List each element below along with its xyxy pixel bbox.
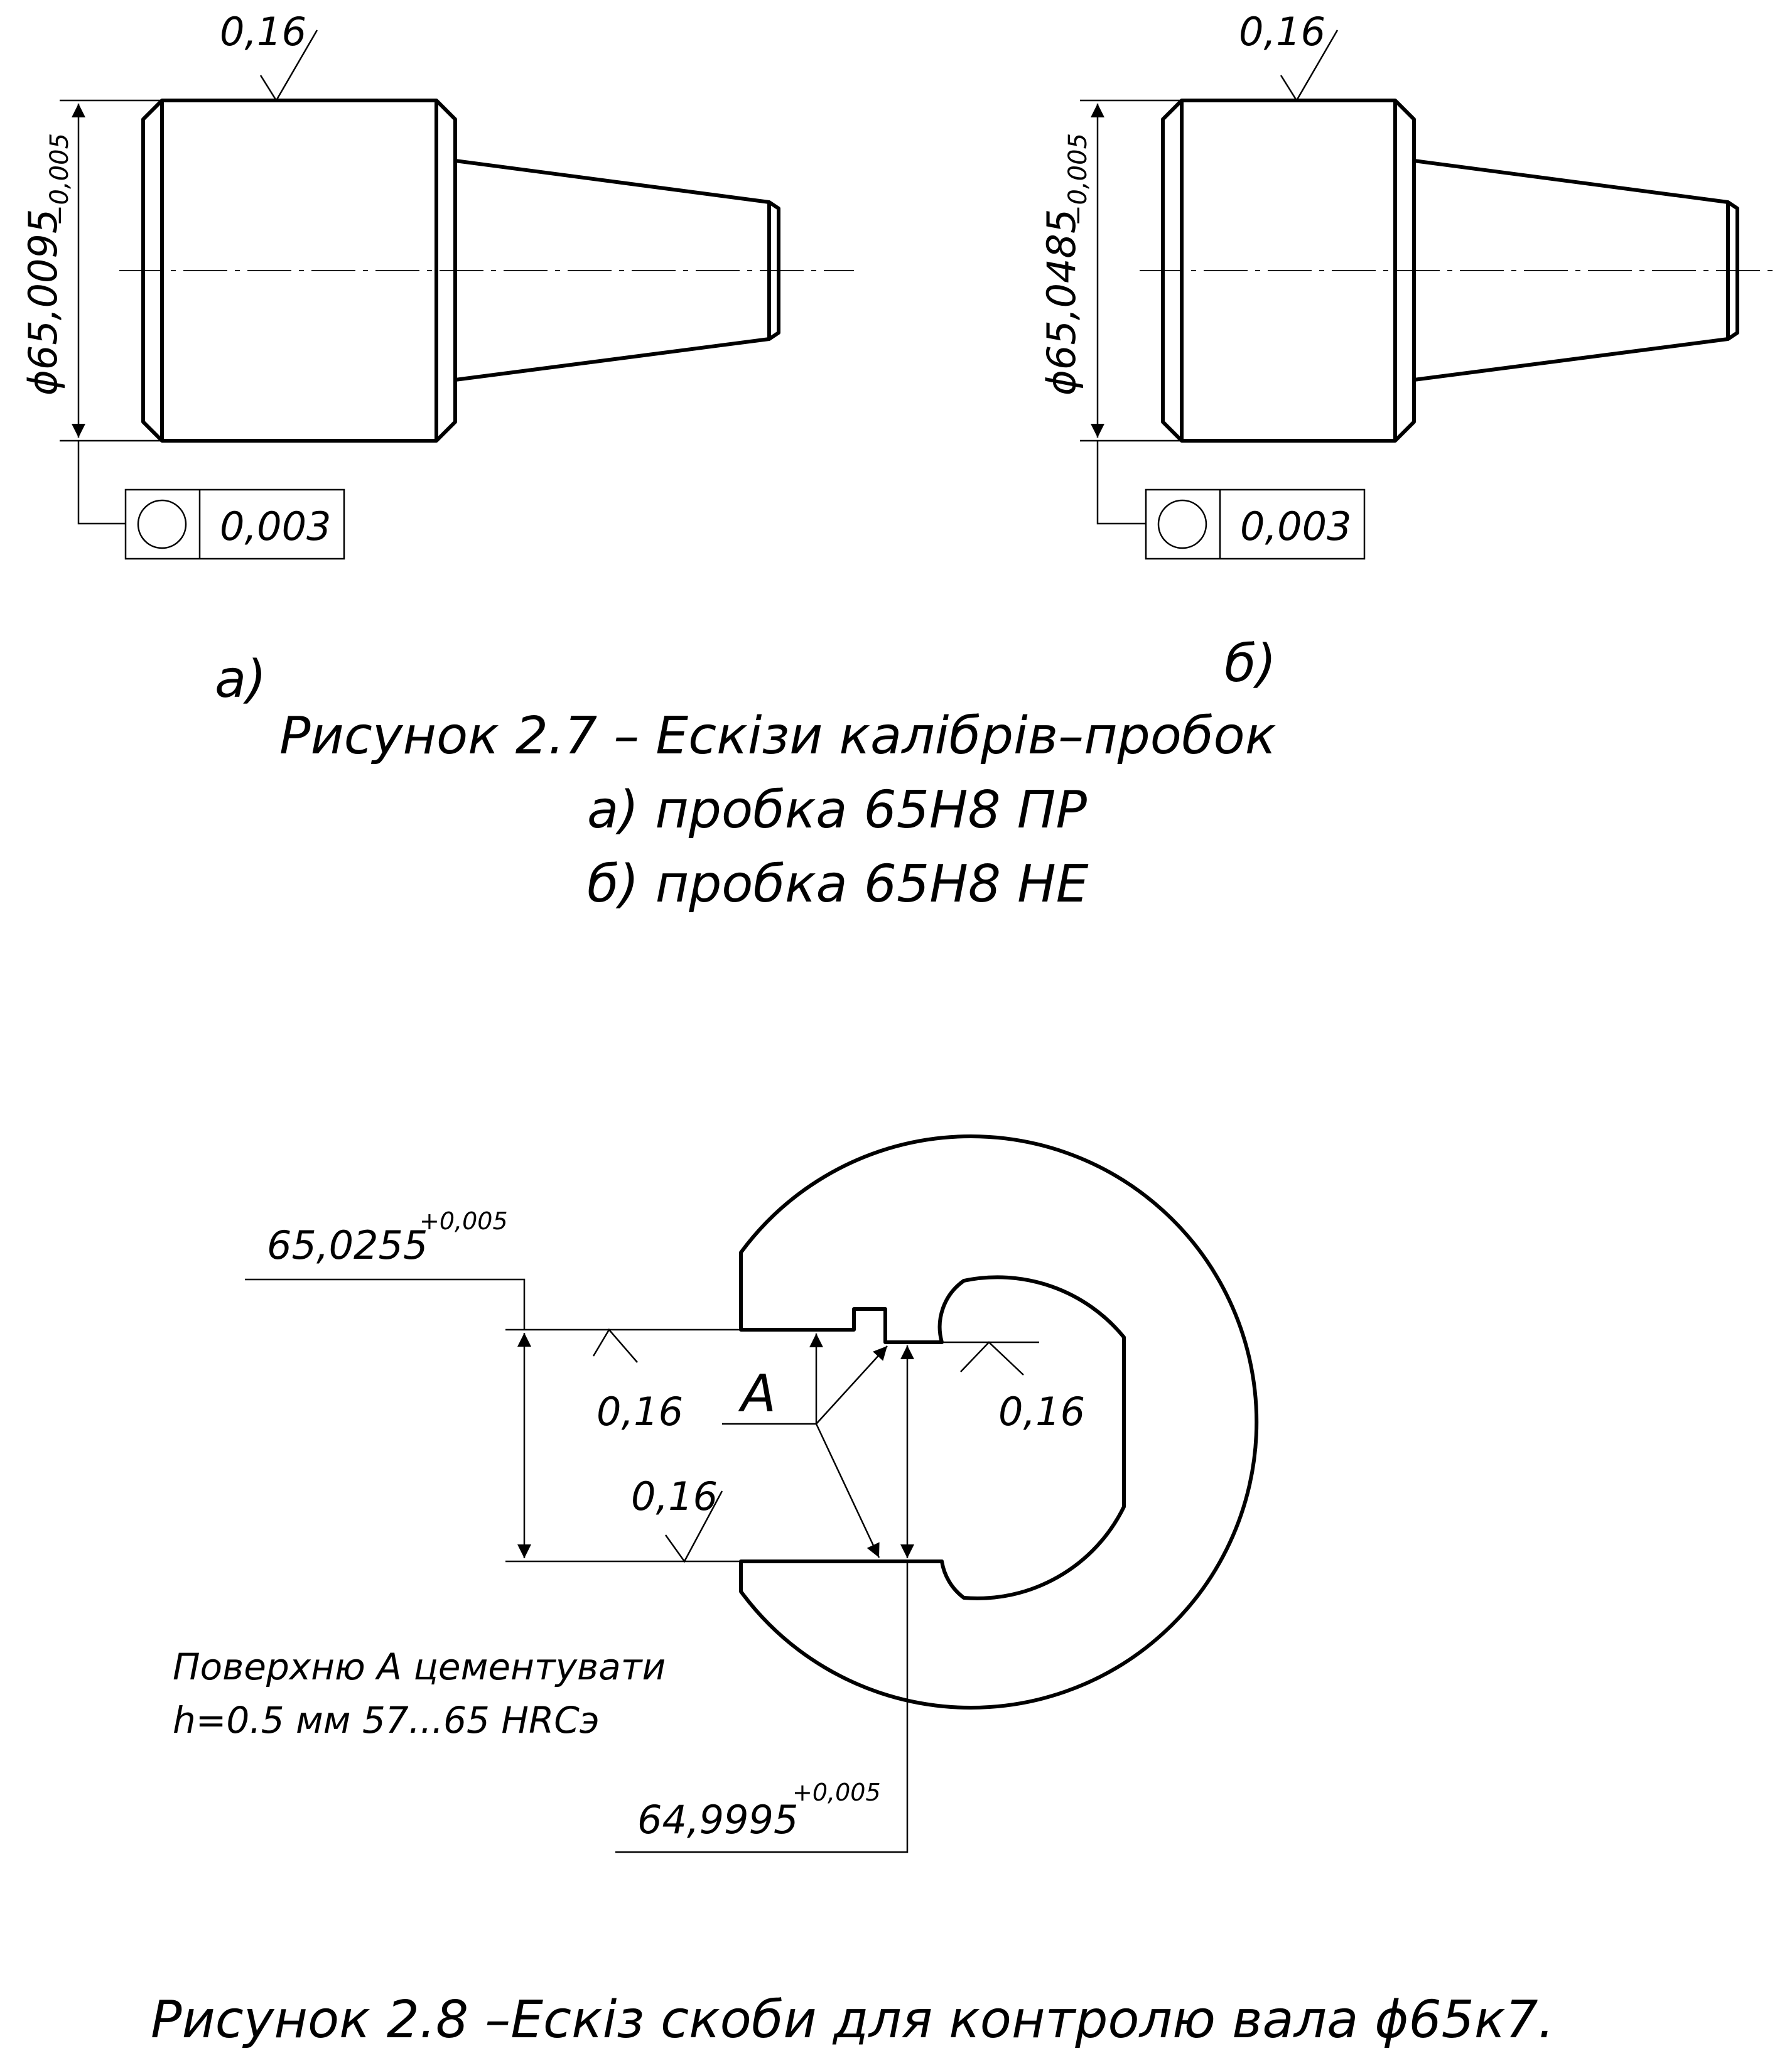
frame-leader (1098, 441, 1146, 524)
frame-value: 0,003 (1240, 504, 1352, 549)
figure-2-7-caption-a: а) пробка 65Н8 ПР (587, 780, 1087, 840)
surface-a-arrow-2 (816, 1346, 887, 1424)
dim-top-leader (245, 1279, 524, 1330)
roughness-symbol-right (961, 1342, 1023, 1375)
plug-gauge-go (20, 9, 854, 709)
plug-gauge-nogo (1039, 9, 1777, 694)
roundness-icon (138, 500, 186, 548)
roughness-lower-value: 0,16 (631, 1473, 718, 1519)
surface-note-line1: Поверхню A цементувати (173, 1646, 666, 1688)
roughness-right-value: 0,16 (998, 1389, 1086, 1435)
dim-top-value: 65,0255 (267, 1222, 428, 1268)
diameter-tolerance: −0,005 (45, 132, 74, 226)
subfigure-label-b: б) (1224, 634, 1277, 694)
roundness-icon (1158, 500, 1206, 548)
roughness-value: 0,16 (1239, 9, 1326, 55)
roughness-symbol-left (593, 1330, 637, 1362)
snap-gauge (173, 1136, 1256, 1852)
diameter-value: ϕ65,0095 (20, 208, 66, 396)
roughness-left-value: 0,16 (596, 1389, 684, 1435)
frame-value: 0,003 (220, 504, 332, 549)
subfigure-label-a: а) (215, 650, 267, 709)
diameter-value: ϕ65,0485 (1039, 208, 1084, 396)
dim-bottom-tolerance: +0,005 (792, 1779, 881, 1806)
figure-2-8-caption: Рисунок 2.8 –Ескіз скоби для контролю вала ϕ65к7. (151, 1990, 1555, 2050)
figure-2-7-caption-b: б) пробка 65Н8 НЕ (587, 854, 1089, 914)
surface-a-label: A (741, 1364, 777, 1424)
dim-top-tolerance: +0,005 (419, 1207, 508, 1235)
surface-note-line2: h=0.5 мм 57...65 HRCэ (173, 1699, 600, 1742)
surface-a-arrow-3 (816, 1424, 879, 1558)
roughness-value: 0,16 (220, 9, 307, 55)
frame-leader (78, 441, 126, 524)
diameter-tolerance: −0,005 (1064, 132, 1093, 226)
dim-bottom-value: 64,9995 (637, 1797, 799, 1843)
figure-2-7-caption: Рисунок 2.7 – Ескізи калібрів–пробок (279, 706, 1277, 766)
